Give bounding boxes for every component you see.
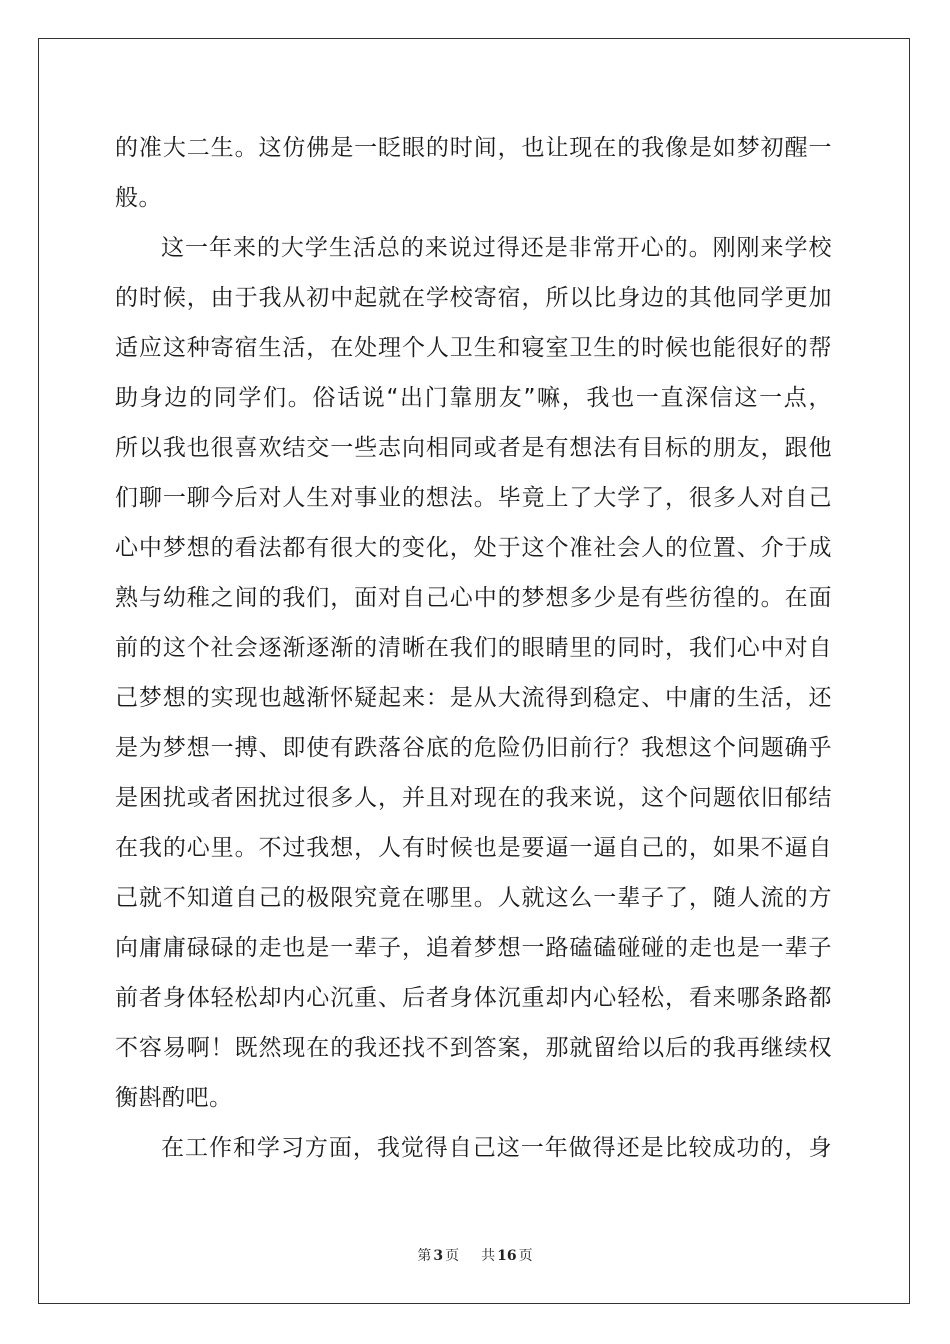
document-body [115, 123, 832, 1173]
text-line: 是为梦想一搏、即使有跌落谷底的危险仍旧前行？我想这个问题确乎 [115, 735, 832, 761]
text-line: 前者身体轻松却内心沉重、后者身体沉重却内心轻松，看来哪条路都 [115, 985, 832, 1011]
text-line: 的准大二生。这仿佛是一眨眼的时间，也让现在的我像是如梦初醒一 [115, 135, 832, 161]
text-line: 所以我也很喜欢结交一些志向相同或者是有想法有目标的朋友，跟他 [115, 435, 832, 461]
page-footer [0, 1245, 950, 1265]
text-line: 己梦想的实现也越渐怀疑起来：是从大流得到稳定、中庸的生活，还 [115, 685, 832, 711]
text-line: 向庸庸碌碌的走也是一辈子，追着梦想一路磕磕碰碰的走也是一辈子 [115, 935, 832, 961]
text-line: 熟与幼稚之间的我们，面对自己心中的梦想多少是有些彷徨的。在面 [115, 585, 832, 611]
current-page-number: 3 [433, 1248, 444, 1264]
text-line: 心中梦想的看法都有很大的变化，处于这个准社会人的位置、介于成 [115, 535, 832, 561]
text-line: 们聊一聊今后对人生对事业的想法。毕竟上了大学了，很多人对自己 [115, 485, 832, 511]
text-line: 衡斟酌吧。 [115, 1085, 233, 1111]
total-pages-prefix: 共 [481, 1248, 496, 1264]
text-line: 的时候，由于我从初中起就在学校寄宿，所以比身边的其他同学更加 [115, 285, 832, 311]
text-line: 适应这种寄宿生活，在处理个人卫生和寝室卫生的时候也能很好的帮 [115, 335, 832, 361]
total-pages-suffix: 页 [518, 1248, 533, 1264]
text-line: 前的这个社会逐渐逐渐的清晰在我们的眼睛里的同时，我们心中对自 [115, 635, 832, 661]
paragraph-first-line: 这一年来的大学生活总的来说过得还是非常开心的。刚刚来学校 [161, 235, 832, 261]
paragraph-first-line: 在工作和学习方面，我觉得自己这一年做得还是比较成功的，身 [161, 1135, 832, 1161]
text-line: 般。 [115, 185, 162, 211]
text-line: 助身边的同学们。俗话说“出门靠朋友”嘛，我也一直深信这一点， [115, 385, 832, 411]
page-number-prefix: 第 [417, 1248, 432, 1264]
text-line: 不容易啊！既然现在的我还找不到答案，那就留给以后的我再继续权 [115, 1035, 832, 1061]
total-page-count: 16 [497, 1248, 517, 1264]
text-line: 是困扰或者困扰过很多人，并且对现在的我来说，这个问题依旧郁结 [115, 785, 832, 811]
text-line: 在我的心里。不过我想，人有时候也是要逼一逼自己的，如果不逼自 [115, 835, 832, 861]
text-line: 己就不知道自己的极限究竟在哪里。人就这么一辈子了，随人流的方 [115, 885, 832, 911]
page-number-suffix: 页 [445, 1248, 460, 1264]
